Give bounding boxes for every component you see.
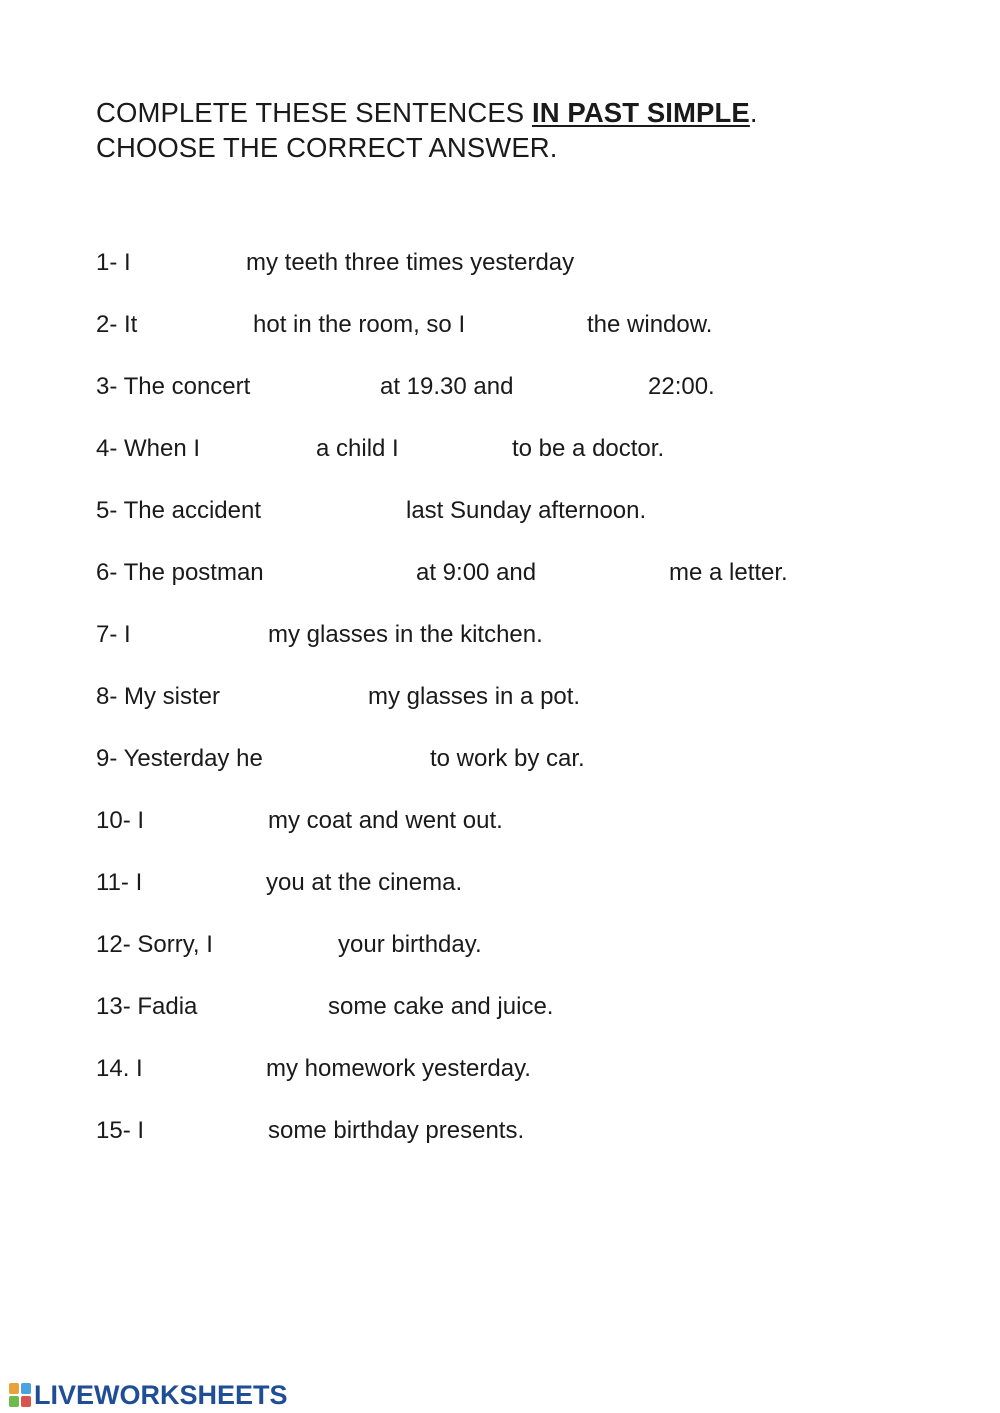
sentence-text: 13- Fadia — [96, 993, 198, 1020]
sentence-text: 4- When I — [96, 435, 201, 462]
sentence-row — [0, 372, 1000, 412]
sentence-text: my glasses in the kitchen. — [268, 621, 543, 648]
sentence-text: 5- The accident — [96, 497, 261, 524]
instruction-period: . — [749, 97, 758, 128]
sentence-text: 7- I — [96, 621, 131, 648]
instruction-text: COMPLETE THESE SENTENCES — [96, 97, 532, 128]
sentence-row — [0, 248, 1000, 288]
sentence-row — [0, 434, 1000, 474]
instruction-line-2: CHOOSE THE CORRECT ANSWER. — [96, 132, 558, 163]
sentence-text: my homework yesterday. — [266, 1055, 531, 1082]
sentence-text: 10- I — [96, 807, 145, 834]
answer-blank[interactable] — [154, 1056, 260, 1084]
answer-blank[interactable] — [216, 436, 310, 464]
sentence-text: 1- I — [96, 249, 131, 276]
answer-blank[interactable] — [140, 250, 240, 278]
sentence-text: the window. — [587, 311, 713, 338]
sentence-text: my coat and went out. — [268, 807, 503, 834]
sentence-row — [0, 806, 1000, 846]
sentence-text: 22:00. — [648, 373, 715, 400]
liveworksheets-logo-icon — [8, 1381, 32, 1409]
sentence-text: at 19.30 and — [380, 373, 514, 400]
answer-blank[interactable] — [232, 932, 332, 960]
sentence-text: 11- I — [96, 869, 143, 896]
sentence-text: me a letter. — [669, 559, 788, 586]
answer-blank[interactable] — [154, 870, 260, 898]
sentence-text: my glasses in a pot. — [368, 683, 581, 710]
sentence-text: hot in the room, so I — [253, 311, 466, 338]
sentence-text: my teeth three times yesterday — [246, 249, 575, 276]
sentence-text: 14. I — [96, 1055, 143, 1082]
sentence-text: 12- Sorry, I — [96, 931, 213, 958]
sentence-row — [0, 1116, 1000, 1156]
sentence-row — [0, 558, 1000, 598]
answer-blank[interactable] — [273, 374, 373, 402]
sentence-text: 8- My sister — [96, 683, 221, 710]
sentence-text: to be a doctor. — [512, 435, 665, 462]
sentence-row — [0, 992, 1000, 1032]
sentence-row — [0, 744, 1000, 784]
sentence-text: 9- Yesterday he — [96, 745, 263, 772]
answer-blank[interactable] — [414, 436, 506, 464]
answer-blank[interactable] — [240, 684, 362, 712]
answer-blank[interactable] — [286, 498, 400, 526]
sentence-row — [0, 682, 1000, 722]
liveworksheets-logo — [8, 1378, 288, 1412]
sentence-text: 2- It — [96, 311, 138, 338]
sentence-text: some birthday presents. — [268, 1117, 525, 1144]
sentence-text: 3- The concert — [96, 373, 251, 400]
sentence-text: 6- The postman — [96, 559, 264, 586]
sentence-text: some cake and juice. — [328, 993, 554, 1020]
answer-blank[interactable] — [140, 622, 262, 650]
sentence-text: to work by car. — [430, 745, 585, 772]
sentence-row — [0, 496, 1000, 536]
answer-blank[interactable] — [146, 312, 246, 340]
sentence-row — [0, 868, 1000, 908]
sentence-text: you at the cinema. — [266, 869, 463, 896]
sentence-text: your birthday. — [338, 931, 482, 958]
logo-wordmark: LIVEWORKSHEETS — [34, 1379, 288, 1410]
sentence-row — [0, 620, 1000, 660]
answer-blank[interactable] — [496, 312, 581, 340]
sentence-row — [0, 310, 1000, 350]
instructions — [96, 95, 758, 165]
answer-blank[interactable] — [535, 374, 641, 402]
sentence-row — [0, 1054, 1000, 1094]
sentence-text: last Sunday afternoon. — [406, 497, 647, 524]
answer-blank[interactable] — [557, 560, 663, 588]
instruction-line-1 — [96, 95, 758, 130]
answer-blank[interactable] — [288, 560, 410, 588]
sentence-text: 15- I — [96, 1117, 145, 1144]
sentence-row — [0, 930, 1000, 970]
answer-blank[interactable] — [214, 994, 322, 1022]
answer-blank[interactable] — [154, 808, 262, 836]
answer-blank[interactable] — [288, 746, 424, 774]
sentence-text: a child I — [316, 435, 399, 462]
sentence-text: at 9:00 and — [416, 559, 537, 586]
instruction-emphasis: IN PAST SIMPLE — [531, 97, 750, 128]
answer-blank[interactable] — [154, 1118, 262, 1146]
